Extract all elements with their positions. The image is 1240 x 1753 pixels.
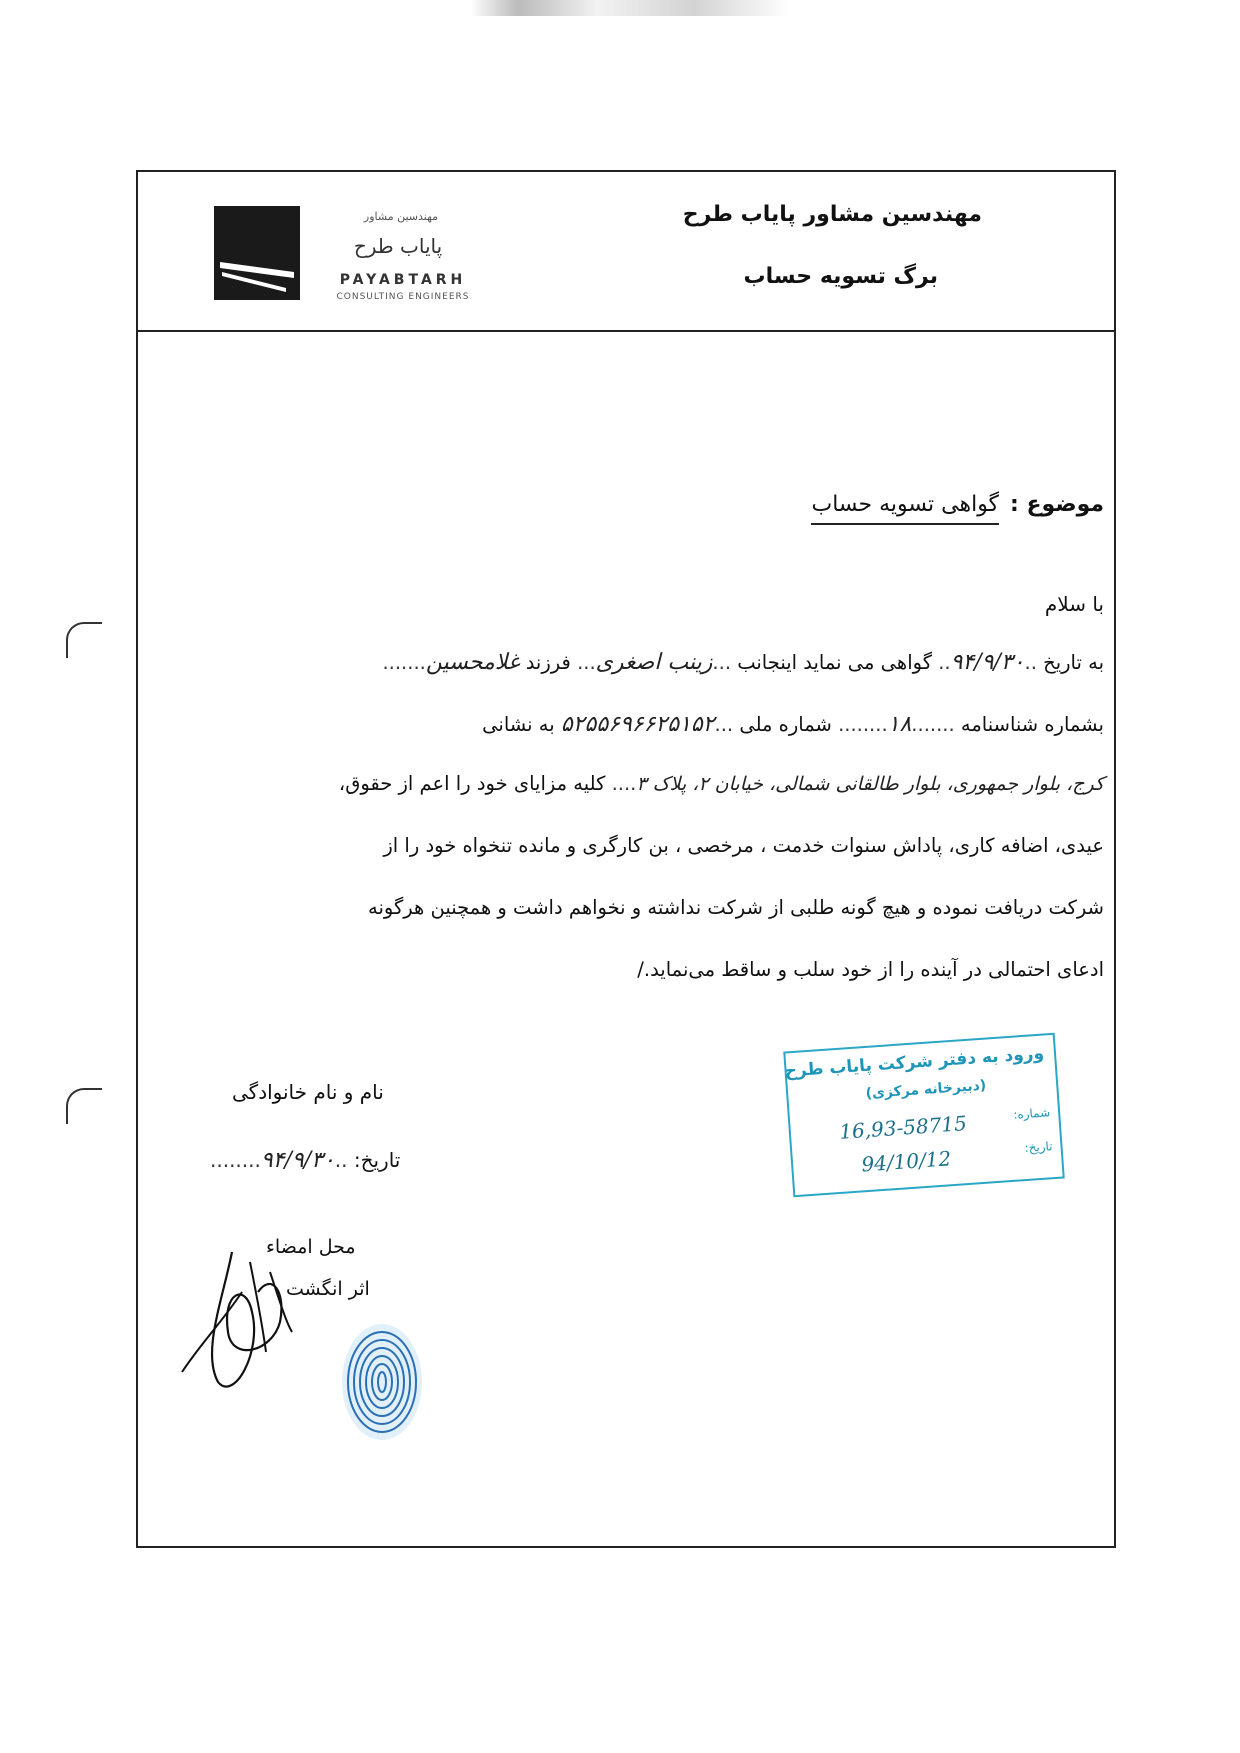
logo-name-fa: پایاب طرح xyxy=(353,234,443,258)
child-of-label: فرزند xyxy=(525,651,571,674)
footer-handwritten-date: ۹۴/۹/۳۰ xyxy=(260,1148,335,1173)
company-logo xyxy=(214,206,300,300)
body-line-5: شرکت دریافت نموده و هیچ گونه طلبی از شرکت نداشته و نخواهم داشت و همچنین هرگونه xyxy=(368,896,1104,919)
national-id-label: شماره ملی xyxy=(739,713,832,736)
signature-place-label: محل امضاء xyxy=(266,1236,356,1258)
body-line-2: بشماره شناسنامه .......۱۸........ شماره ملی ...۵۲۵۵۶۹۶۶۲۵۱۵۲ به نشانی xyxy=(482,712,1104,737)
logo-name-en: PAYABTARH xyxy=(339,272,467,288)
handwritten-national-id: ۵۲۵۵۶۹۶۶۲۵۱۵۲ xyxy=(560,712,715,737)
body-line-6: ادعای احتمالی در آینده را از خود سلب و ساقط می‌نماید./ xyxy=(637,958,1104,981)
certify-text: گواهی می نماید اینجانب xyxy=(737,651,932,674)
logo-subtitle-fa: مهندسین مشاور xyxy=(363,210,439,223)
benefits-text: کلیه مزایای خود را اعم از حقوق، xyxy=(338,772,606,795)
address-label: به نشانی xyxy=(482,713,555,736)
stamp-number-label: شماره: xyxy=(1012,1105,1051,1122)
handwritten-employee-name: زینب اصغری xyxy=(595,650,713,675)
subject-value: گواهی تسویه حساب xyxy=(811,492,999,525)
document-frame xyxy=(136,170,1116,1548)
stamp-number-value: 16,93-58715 xyxy=(838,1111,968,1144)
punch-hole-mark xyxy=(66,1088,102,1124)
handwritten-date: ۹۴/۹/۳۰ xyxy=(950,650,1025,675)
fingerprint-label: اثر انگشت xyxy=(286,1278,370,1300)
subject-label: موضوع : xyxy=(1010,492,1104,517)
full-name-label: نام و نام خانوادگی xyxy=(232,1080,384,1104)
company-name: مهندسین مشاور پایاب طرح xyxy=(682,202,982,227)
stamp-date-label: تاریخ: xyxy=(1024,1139,1053,1156)
stamp-subtitle: (دبیرخانه مرکزی) xyxy=(865,1077,987,1102)
body-line-1: به تاریخ ..۹۴/۹/۳۰.. گواهی می نماید اینجانب ...زینب اصغری... فرزند غلامحسین....... xyxy=(382,650,1104,675)
form-title: برگ تسویه حساب xyxy=(743,264,938,289)
footer-date-label: تاریخ: xyxy=(353,1148,401,1172)
logo-mark-icon xyxy=(214,206,300,300)
body-line-3: کرج، بلوار جمهوری، بلوار طالقانی شمالی، خیابان ۲، پلاک ۳.... کلیه مزایای خود را اعم از حقوق، xyxy=(338,772,1104,795)
handwritten-address: کرج، بلوار جمهوری، بلوار طالقانی شمالی، خیابان ۲، پلاک ۳ xyxy=(636,773,1104,795)
stamp-date-value: 94/10/12 xyxy=(860,1146,952,1177)
registry-stamp xyxy=(783,1033,1065,1198)
letterhead xyxy=(138,172,1114,332)
stamp-title: ورود به دفتر شرکت پایاب طرح xyxy=(783,1043,1045,1082)
punch-hole-mark xyxy=(66,622,102,658)
handwritten-id-number: ۱۸ xyxy=(887,712,912,737)
scan-artifact xyxy=(470,0,790,16)
fingerprint-mark xyxy=(338,1320,426,1444)
greeting: با سلام xyxy=(1044,592,1104,616)
subject-line xyxy=(811,492,1104,517)
handwritten-signature xyxy=(162,1232,312,1392)
handwritten-father-name: غلامحسین xyxy=(425,650,520,675)
date-intro: به تاریخ xyxy=(1043,651,1104,674)
logo-subtitle-en: CONSULTING ENGINEERS xyxy=(336,292,470,302)
footer-date: تاریخ: ..۹۴/۹/۳۰........ xyxy=(210,1148,401,1173)
id-number-label: بشماره شناسنامه xyxy=(960,713,1104,736)
body-line-4: عیدی، اضافه کاری، پاداش سنوات خدمت ، مرخصی ، بن کارگری و مانده تنخواه خود را از xyxy=(383,834,1104,857)
